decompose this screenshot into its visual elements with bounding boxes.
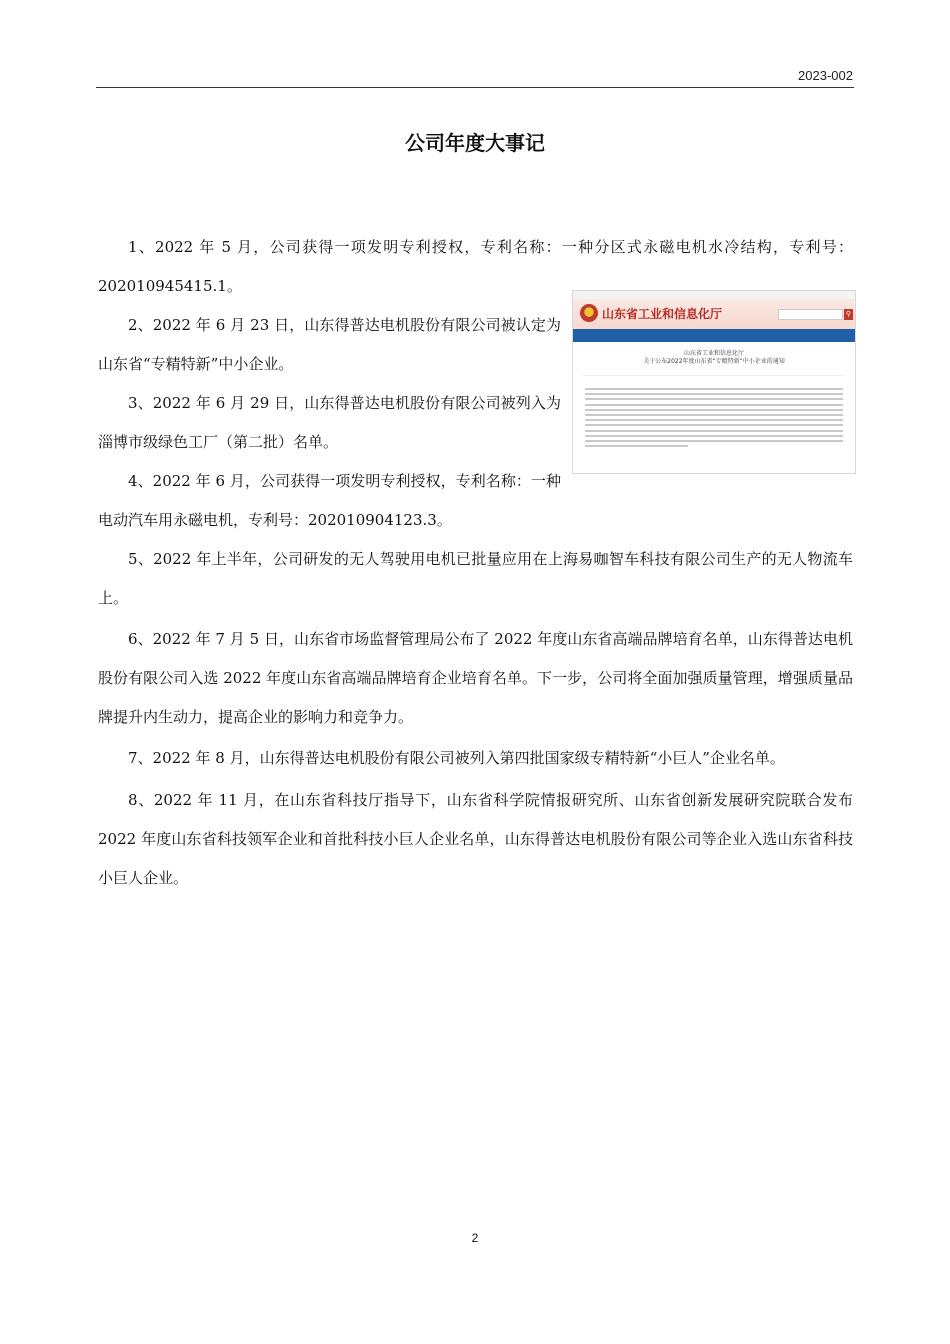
event-item-8: 8、2022 年 11 月，在山东省科技厅指导下，山东省科学院情报研究所、山东省创新发展研究院联合发布 2022 年度山东省科技领军企业和首批科技小巨人企业名单，山东得普达电机股份有限公司等企业入选山东省科技小巨人企业。 [98,791,853,887]
screenshot-topbar [573,291,855,299]
event-item-1: 1、2022 年 5 月，公司获得一项发明专利授权，专利名称：一种分区式永磁电机水冷结构，专利号：202010945415.1。 [98,238,853,295]
event-item-3: 3、2022 年 6 月 29 日，山东得普达电机股份有限公司被列入为淄博市级绿色工厂（第二批）名单。 [98,394,561,451]
screenshot-site-name: 山东省工业和信息化厅 [602,307,723,321]
header-rule [96,87,854,88]
event-item-6: 6、2022 年 7 月 5 日，山东省市场监督管理局公布了 2022 年度山东省高端品牌培育名单，山东得普达电机股份有限公司入选 2022 年度山东省高端品牌培育企业培育名单。下一步，公司将全面加强质量管理，增强质量品牌提升内生动力，提高企业的影响力和竞争力。 [98,630,853,726]
page-title: 公司年度大事记 [405,131,545,155]
search-icon: ⚲ [845,310,852,318]
notice-webpage-screenshot [572,290,856,474]
screenshot-nav-bar [573,329,855,342]
event-item-4: 4、2022 年 6 月，公司获得一项发明专利授权，专利名称：一种电动汽车用永磁电机，专利号：202010904123.3。 [98,472,561,529]
document-code: 2023-002 [798,68,853,83]
event-item-5: 5、2022 年上半年，公司研发的无人驾驶用电机已批量应用在上海易咖智车科技有限公司生产的无人物流车上。 [98,550,853,607]
screenshot-breadcrumb [573,342,855,346]
screenshot-notice-title: 关于公布2022年度山东省“专精特新”中小企业的通知 [643,358,785,365]
screenshot-search-box [778,309,843,320]
event-item-2: 2、2022 年 6 月 23 日，山东得普达电机股份有限公司被认定为山东省“专精特新”中小企业。 [98,316,561,373]
screenshot-banner [573,299,855,329]
screenshot-notice-meta [583,368,845,376]
event-item-7: 7、2022 年 8 月，山东得普达电机股份有限公司被列入第四批国家级专精特新“小巨人”企业名单。 [128,749,785,767]
national-emblem-icon [580,304,598,322]
screenshot-body-text [573,384,855,447]
page-number: 2 [471,1231,479,1245]
screenshot-attachment [573,450,855,455]
screenshot-notice-issuer: 山东省工业和信息化厅 [683,350,744,357]
